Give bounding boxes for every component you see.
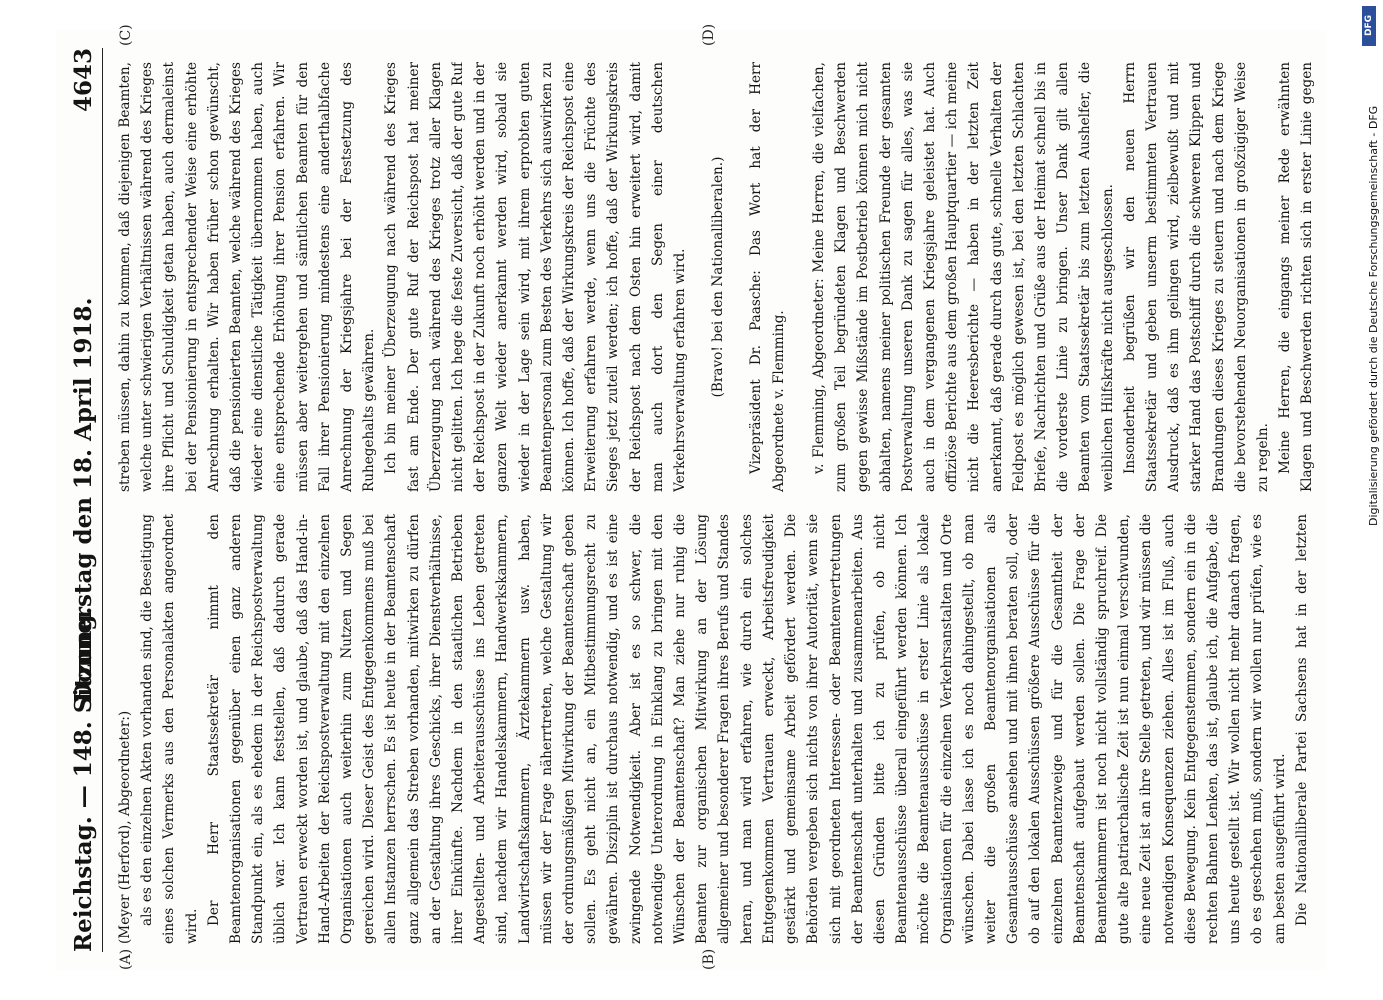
credit-text: Digitalisierung gefördert durch die Deutsche Forschungsgemeinschaft - DFG xyxy=(1367,105,1380,526)
paragraph: Die Nationalliberale Partei Sachsens hat in der letzten xyxy=(1293,514,1310,926)
digitization-credit xyxy=(1357,6,1380,986)
header-session: Reichstag. — 148. Sitzung. xyxy=(70,606,97,952)
marker-b: (B) xyxy=(701,948,717,970)
paragraph: Ich bin meiner Überzeugung nach während des Krieges fast am Ende. Der gute Ruf der Reichspost hat meiner Überzeugung nach während des Krieges trotz aller Klagen nicht gelitten. Ich hege die feste Zuversicht, daß der gute Ruf der Reichspost in der Zukunft noch erhöht werden und in der ganzen Welt wieder anerkannt werden wird, sobald sie wieder in der Lage sein wird, mit ihrem erprobten guten Beamtenpersonal zum Besten des Verkehrs sich auswirken zu können. Ich hoffe, daß der Wirkungskreis der Reichspost eine Erweiterung erfahren werde, wenn uns die Früchte des Sieges jetzt zuteil werden; ich hoffe, daß der Wirkungskreis der Reichspost nach dem Osten hin erweitert wird, damit man auch dort den Segen einer deutschen Verkehrsverwaltung erfahren wird. xyxy=(383,62,689,492)
dfg-logo-text: DFG xyxy=(1364,14,1374,36)
paragraph: Der Herr Staatssekretär nimmt den Beamtenorganisationen gegenüber einen ganz anderen Standpunkt ein, als es ehedem in der Reichspostverwaltung üblich war. Ich kann feststellen, daß dadurch gerade Vertrauen erweckt worden ist, und glaube, daß das Hand-in-Hand-Arbeiten der Reichspostverwaltung mit den einzelnen Organisationen auch weiterhin zum Nutzen und Segen gereichen wird. Dieser Geist des Entgegenkommens muß bei allen Instanzen herrschen. Es ist heute in der Beamtenschaft ganz allgemein das Streben vorhanden, mitwirken zu dürfen an der Gestaltung ihres Geschicks, ihrer Dienstverhältnisse, ihrer Einkünfte. Nachdem in den staatlichen Betrieben Angestellten- und Arbeiterausschüsse ins Leben getreten sind, nachdem wir Handelskammern, Handwerkskammern, Landwirtschaftskammern, Ärztekammern usw. haben, müssen wir der Frage näherrtreten, welche Gestaltung wir der ordnungsmäßigen Mitwirkung der Beamtenschaft geben sollen. Es geht nicht an, ein Mitbestimmungsrecht zu gewähren. Disziplin ist durchaus notwendig, und es ist eine zwingende Notwendigkeit. Aber ist es so schwer, die notwendige Unterordnung in Einklang zu bringen mit den Wünschen der Beamtenschaft? Man ziehe nur ruhig die Beamten zur organischen Mitwirkung an der Lösung allgemeiner und besonderer Fragen ihres Berufs und Standes heran, und man wird erfahren, wie durch ein solches Entgegenkommen Vertrauen erweckt, Arbeitsfreudigkeit gestärkt und gemeinsame Arbeit gefördert werden. Die Behörden vergeben sich nichts von ihrer Autorität, wenn sie sich mit geordneten Interessen- oder Beamtenvertretungen der Beamtenschaft unterhalten und zusammenarbeiten. Aus diesen Gründen bitte ich zu prüfen, ob nicht Beamtenausschüsse überall eingeführt werden können. Ich möchte die Beamtenausschüsse in erster Linie als lokale Organisationen für die einzelnen Verkehrsanstalten und Orte wünschen. Dabei lasse ich es noch dahingestellt, ob man weiter die großen Beamtenorganisationen als Gesamtausschüsse ansehen und mit ihnen beraten soll, oder ob auf den lokalen Ausschüssen größere Ausschüsse für die einzelnen Beamtenzweige und für die Gesamtheit der Beamtenschaft aufgebaut werden sollen. Die Frage der Beamtenkammern ist noch nicht vollständig spruchreif. Die gute alte patriarchalische Zeit ist nun einmal verschwunden, eine neue Zeit ist an ihre Stelle getreten, und wir müssen die notwendigen Konsequenzen ziehen. Alles ist im Fluß, auch diese Bewegung. Kein Entgegenstemmen, sondern ein in die rechten Bahnen Lenken, das ist, glaube ich, die Aufgabe, die uns heute gestellt ist. Wir wollen nicht mehr danach fragen, ob es geschehen muß, sondern wir wollen nur prüfen, wie es am besten ausgeführt wird. xyxy=(205,514,1288,944)
spacer xyxy=(790,62,808,492)
marker-d: (D) xyxy=(701,23,717,46)
newspaper-page xyxy=(56,23,1326,970)
left-margin-markers xyxy=(116,948,1316,970)
column-left xyxy=(114,514,1316,944)
applause-note: (Bravo! bei den Nationalliberalen.) xyxy=(710,156,727,398)
paragraph: als es den einzelnen Akten vorhanden sind, die Beseitigung eines solchen Vermerks aus den Personalakten angeordnet wird. xyxy=(139,514,200,944)
page-number: 4643 xyxy=(70,48,97,113)
paragraph: Meine Herren, die eingangs meiner Rede erwähnten Klagen und Beschwerden richten sich in erster Linie gegen xyxy=(1277,62,1316,492)
header-date: Donnerstag den 18. April 1918. xyxy=(70,297,97,703)
paragraph: v. Flemming, Abgeordneter: Meine Herren, die vielfachen, zum großen Teil begründeten Klagen und Beschwerden gegen gewisse Mißstände im Postbetrieb können mich nicht abhalten, namens meiner politischen Freunde der gesamten Postverwaltung unseren Dank zu sagen für alles, was sie auch in dem vergangenen Kriegsjahre geleistet hat. Auch offiziöse Berichte aus dem großen Hauptquartier — ich meine nicht die Heeresberichte — haben in der letzten Zeit anerkannt, daß gerade durch das gute, schnelle Verhalten der Feldpost es möglich gewesen ist, bei den letzten Schlachten Briefe, Nachrichten und Grüße aus der Heimat schnell bis in die vorderste Linie zu bringen. Unser Dank gilt allen Beamten vom Staatssekretär bis zum letzten Aushelfer, die weiblichen Hilfskräfte nicht ausgeschlossen. xyxy=(810,62,1116,492)
chair-announcement: Vizepräsident Dr. Paasche: Das Wort hat der Herr Abgeordnete v. Flemming. xyxy=(748,62,787,492)
column-right xyxy=(114,62,1316,492)
paragraph: Insonderheit begrüßen wir den neuen Herrn Staatssekretär und geben unserm bestimmten Vertrauen Ausdruck, daß es ihm gelingen wird, zielbewußt und mit starker Hand das Postschiff durch die schweren Klippen und Brandungen dieses Krieges zu steuern und nach dem Kriege die bevorstehenden Neuorganisationen in großzügiger Weise zu regeln. xyxy=(1121,62,1271,492)
marker-c: (C) xyxy=(118,24,134,46)
page-header xyxy=(64,48,104,952)
speaker-line: (Meyer (Herford), Abgeordneter:) xyxy=(117,710,133,944)
marker-a: (A) xyxy=(118,948,134,970)
header-rule xyxy=(102,48,103,952)
paragraph: streben müssen, dahin zu kommen, daß diejenigen Beamten, welche unter schwierigen Verhältnissen während des Krieges ihre Pflicht und Schuldigkeit getan haben, auch dermaleinst bei der Pensionierung in entsprechender Weise eine erhöhte Anrechnung erhalten. Wir haben früher schon gewünscht, daß die pensionierten Beamten, welche während des Krieges wieder eine dienstliche Tätigkeit übernommen haben, auch eine entsprechende Erhöhung ihrer Pension erfahren. Wir müssen aber weitergehen und sämtlichen Beamten für den Fall ihrer Pensionierung mindestens eine anderthalbfache Anrechnung der Kriegsjahre bei der Festsetzung des Ruhegehalts gewähren. xyxy=(117,62,378,492)
right-margin-markers xyxy=(116,23,1316,46)
dfg-logo-icon xyxy=(1362,6,1376,46)
